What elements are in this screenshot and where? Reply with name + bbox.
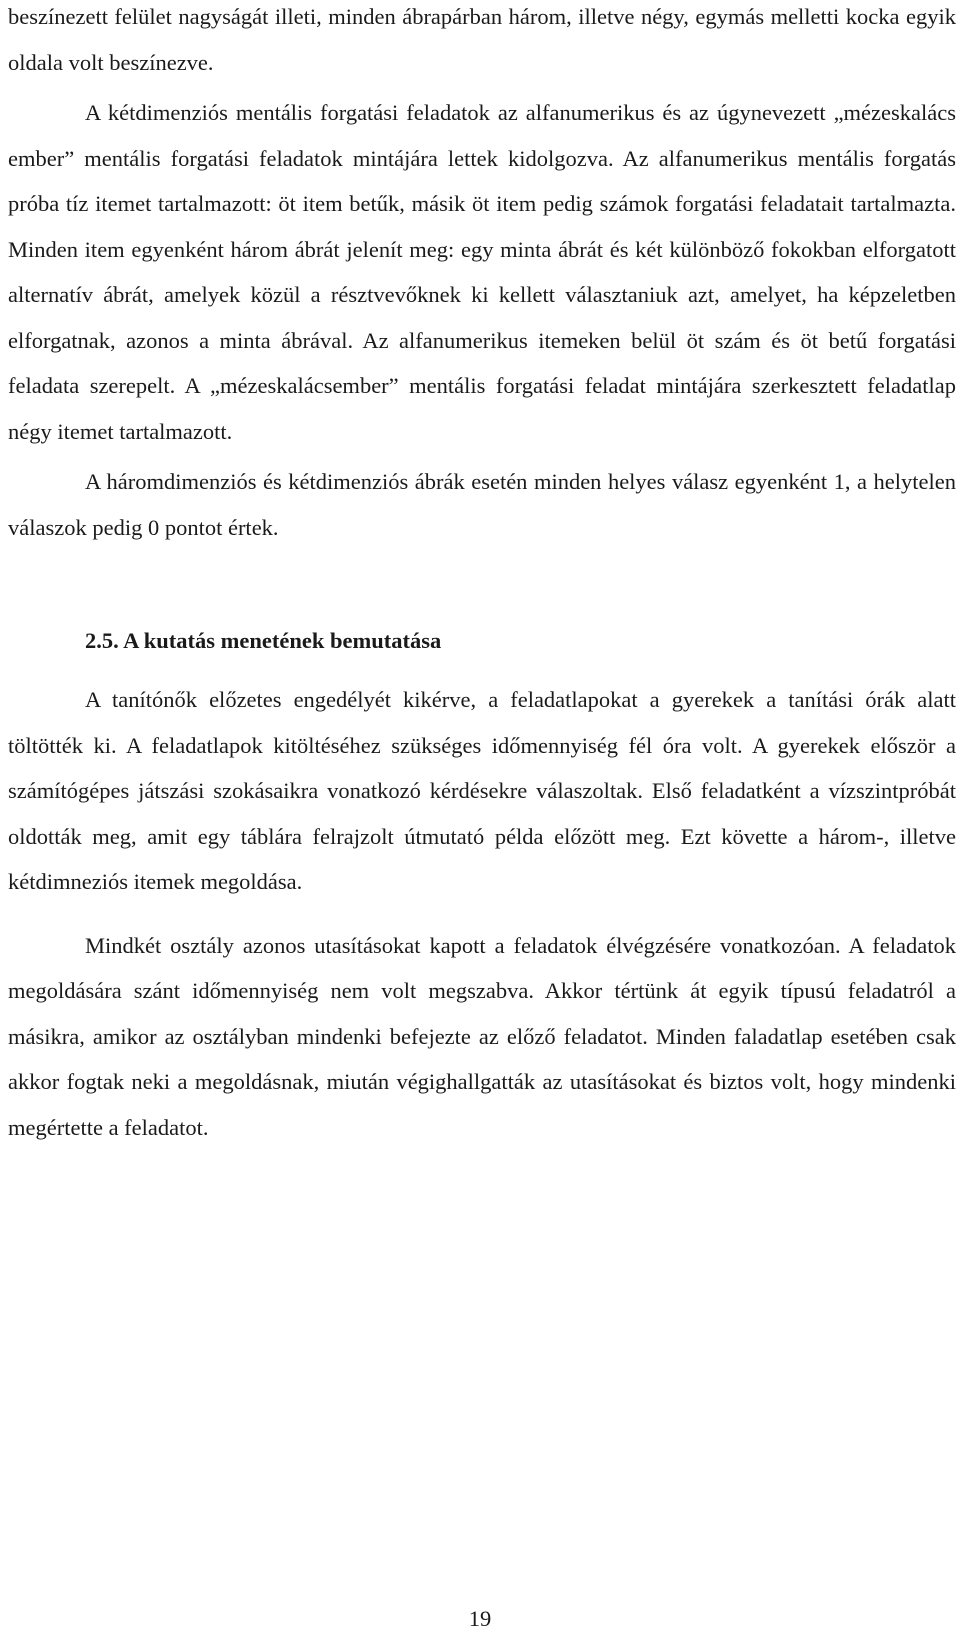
page-number: 19: [468, 1606, 492, 1631]
section-heading: [8, 618, 956, 663]
document-page: [8, 0, 956, 1150]
paragraph-scoring: A háromdimenziós és kétdimenziós ábrák esetén minden helyes válasz egyenként 1, a helytelen válaszok pedig 0 pontot értek.: [8, 469, 956, 540]
paragraph-instructions: Mindkét osztály azonos utasításokat kapott a feladatok élvégzésére vonatkozóan. A feladatok megoldására szánt időmennyiség nem volt megszabva. Akkor tértünk át egyik típusú feladatról a másikra, amikor az osztályban mindenki befejezte az előző feladatot. Minden faladatlap esetében csak akkor fogtak neki a megoldásnak, miután végighallgatták az utasításokat és biztos volt, hogy mindenki megértette a feladatot.: [8, 932, 956, 1140]
section-number: 2.5.: [85, 628, 119, 653]
paragraph-procedure: A tanítónők előzetes engedélyét kikérve, a feladatlapokat a gyerekek a tanítási órák alatt töltötték ki. A feladatlapok kitöltéséhez szükséges időmennyiség fél óra volt. A gyerekek először a számítógépes játszási szokásaikra vonatkozó kérdésekre válaszoltak. Első feladatként a vízszintpróbát oldották meg, amit egy táblára felrajzolt útmutató példa előzött meg. Ezt követte a három-, illetve kétdimneziós itemek megoldása.: [8, 687, 956, 894]
section-title: A kutatás menetének bemutatása: [123, 628, 442, 653]
paragraph-2d-rotation-tasks: A kétdimenziós mentális forgatási feladatok az alfanumerikus és az úgynevezett „mézeskalács ember” mentális forgatási feladatok mintájára lettek kidolgozva. Az alfanumerikus mentális forgatás próba tíz itemet tartalmazott: öt item betűk, másik öt item pedig számok forgatási feladatait tartalmazta. Minden item egyenként három ábrát jelenít meg: egy minta ábrát és két különböző fokokban elforgatott alternatív ábrát, amelyek közül a résztvevőknek ki kellett választaniuk azt, amelyet, ha képzeletben elforgatnak, azonos a minta ábrával. Az alfanumerikus itemeken belül öt szám és öt betű forgatási feladata szerepelt. A „mézeskalácsember” mentális forgatási feladat mintájára szerkesztett feladatlap négy itemet tartalmazott.: [8, 100, 956, 444]
paragraph-continuation: beszínezett felület nagyságát illeti, minden ábrapárban három, illetve négy, egymás melletti kocka egyik oldala volt beszínezve.: [8, 4, 956, 75]
